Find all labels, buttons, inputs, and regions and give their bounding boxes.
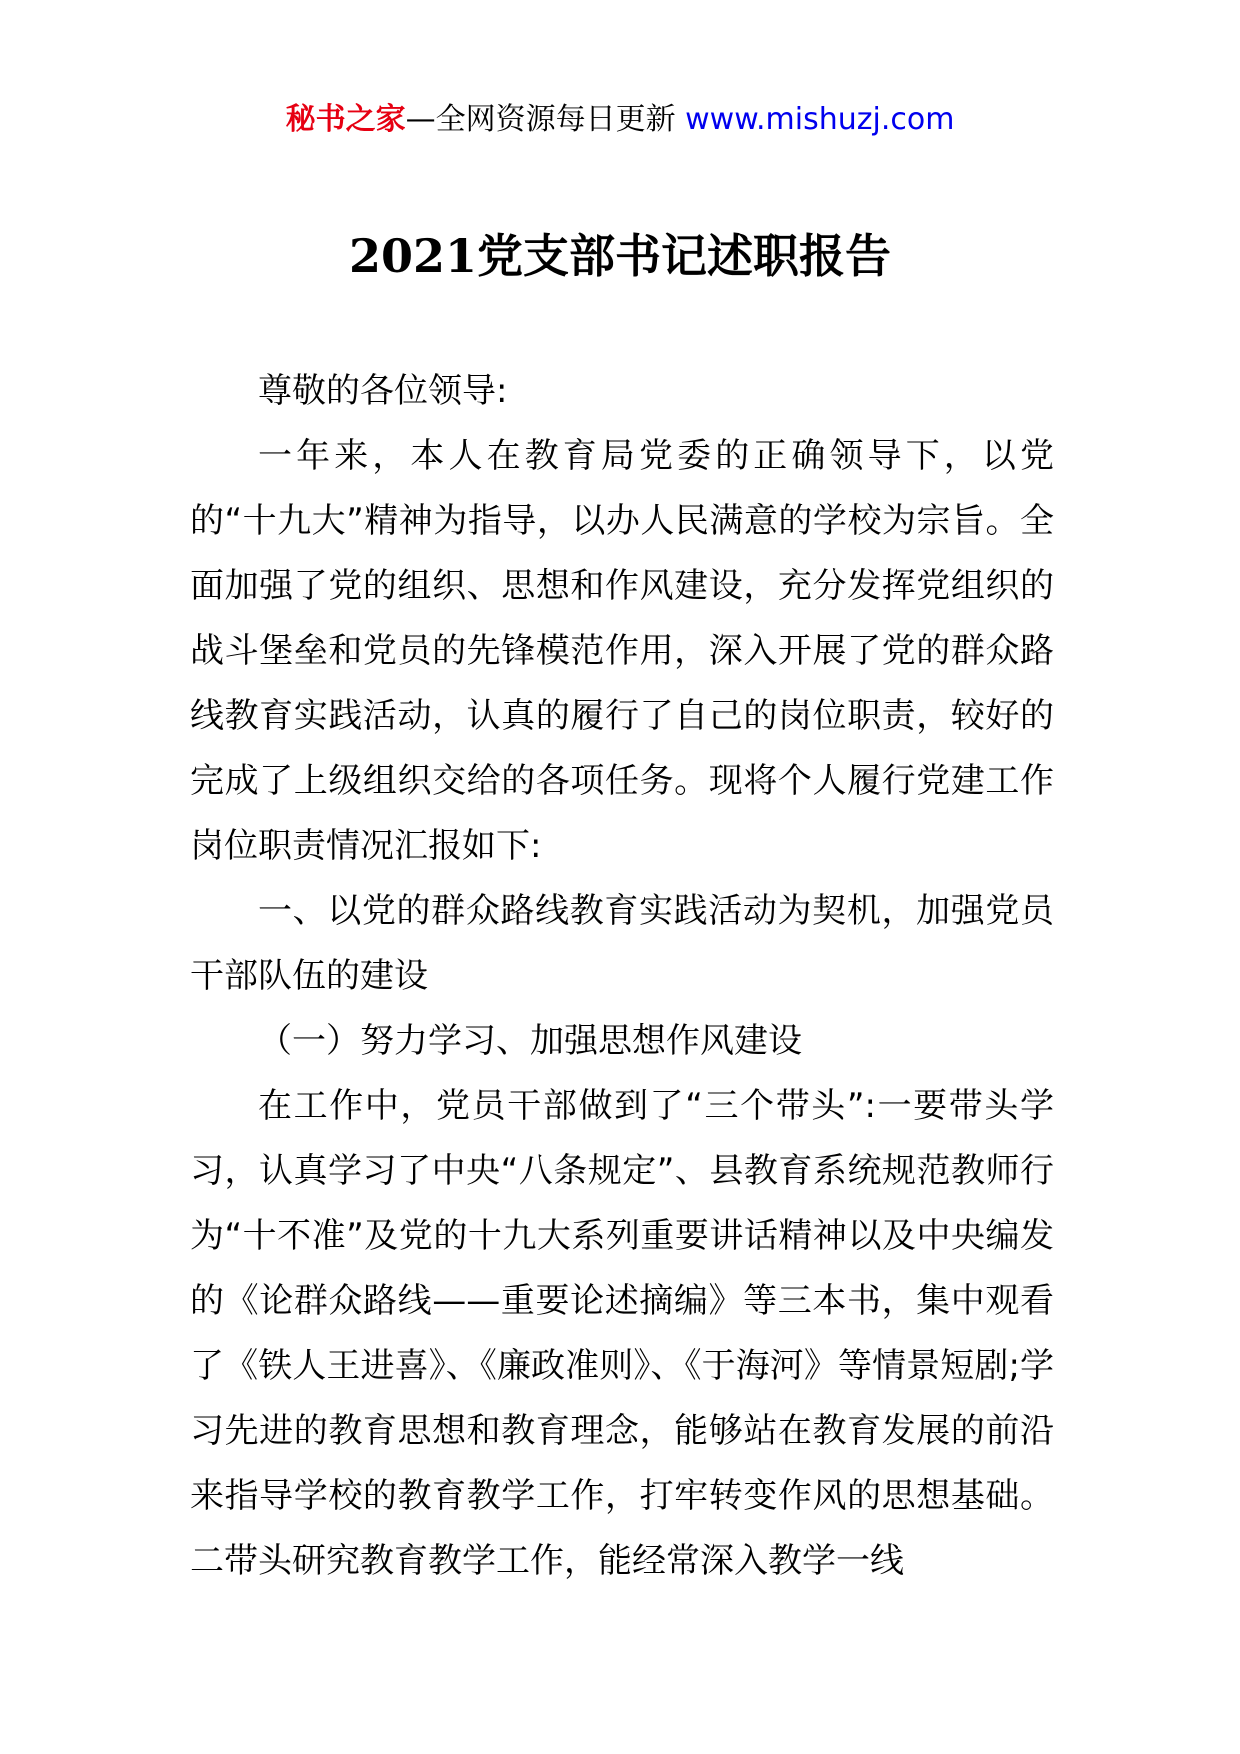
site-url-link[interactable]: www.mishuzj.com (685, 102, 955, 137)
header-tagline: —全网资源每日更新 (405, 102, 676, 137)
section-heading: 一、以党的群众路线教育实践活动为契机，加强党员干部队伍的建设 (190, 891, 1054, 996)
body-paragraph: 在工作中，党员干部做到了“三个带头”:一要带头学习，认真学习了中央“八条规定”、县教育系统规范教师行为“十不准”及党的十九大系列重要讲话精神以及中央编发的《论群众路线——重要论述摘编》等三本书，集中观看了《铁人王进喜》、《廉政准则》、《于海河》等情景短剧;学习先进的教育思想和教育理念，能够站在教育发展的前沿来指导学校的教育教学工作，打牢转变作风的思想基础。二带头研究教育教学工作，能经常深入教学一线 (190, 1086, 1054, 1581)
brand-name: 秘书之家 (285, 102, 406, 137)
salutation: 尊敬的各位领导: (258, 371, 508, 411)
site-header (0, 100, 1240, 140)
subsection-heading: （一）努力学习、加强思想作风建设 (258, 1021, 802, 1061)
document-title: 2021党支部书记述职报告 (348, 229, 892, 283)
document-body (190, 359, 1054, 1594)
intro-paragraph: 一年来，本人在教育局党委的正确领导下，以党的“十九大”精神为指导，以办人民满意的学校为宗旨。全面加强了党的组织、思想和作风建设，充分发挥党组织的战斗堡垒和党员的先锋模范作用，深入开展了党的群众路线教育实践活动，认真的履行了自己的岗位职责，较好的完成了上级组织交给的各项任务。现将个人履行党建工作岗位职责情况汇报如下: (190, 436, 1054, 866)
